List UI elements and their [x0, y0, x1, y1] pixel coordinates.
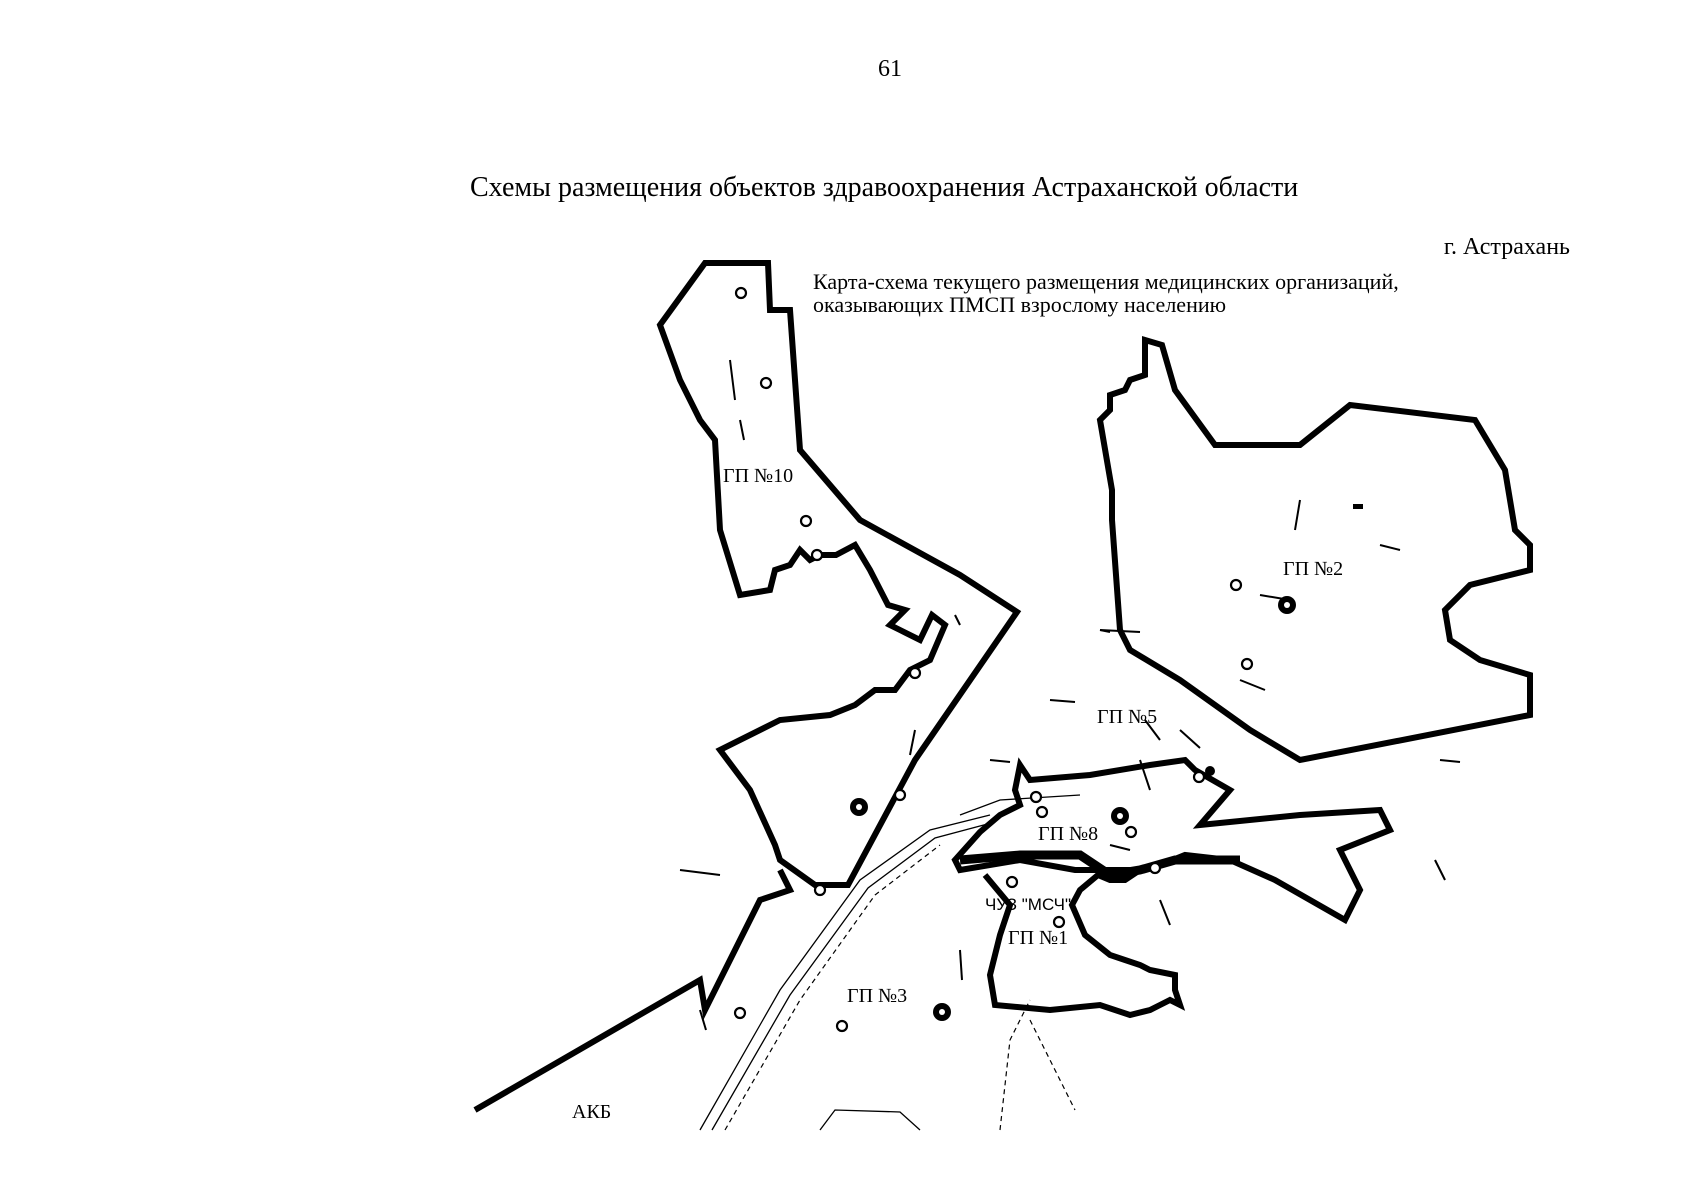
map-caption-line-2: оказывающих ПМСП взрослому населению [813, 292, 1227, 317]
map-roads [680, 360, 1460, 1130]
boundary-gp2 [1100, 340, 1530, 760]
label-akb: АКБ [572, 1101, 612, 1123]
zone-boundaries [475, 263, 1530, 1110]
label-gp10: ГП №10 [723, 465, 794, 487]
boundary-gp3 [475, 870, 790, 1110]
city-name: г. Астрахань [1443, 234, 1570, 260]
label-gp1: ГП №1 [1008, 927, 1069, 949]
label-gp5: ГП №5 [1097, 706, 1158, 728]
facility-markers-filled [850, 504, 1363, 1021]
boundary-gp10 [660, 263, 1017, 885]
label-gp8: ГП №8 [1038, 823, 1099, 845]
page-number: 61 [878, 56, 902, 82]
map-caption-line-1: Карта-схема текущего размещения медицинских организаций, [813, 269, 1399, 294]
label-chuz-msch: ЧУЗ "МСЧ" [985, 895, 1072, 914]
label-gp2: ГП №2 [1283, 558, 1344, 580]
label-gp3: ГП №3 [847, 985, 908, 1007]
document-title: Схемы размещения объектов здравоохранения Астраханской области [470, 172, 1299, 203]
facility-markers-open [735, 288, 1252, 1031]
